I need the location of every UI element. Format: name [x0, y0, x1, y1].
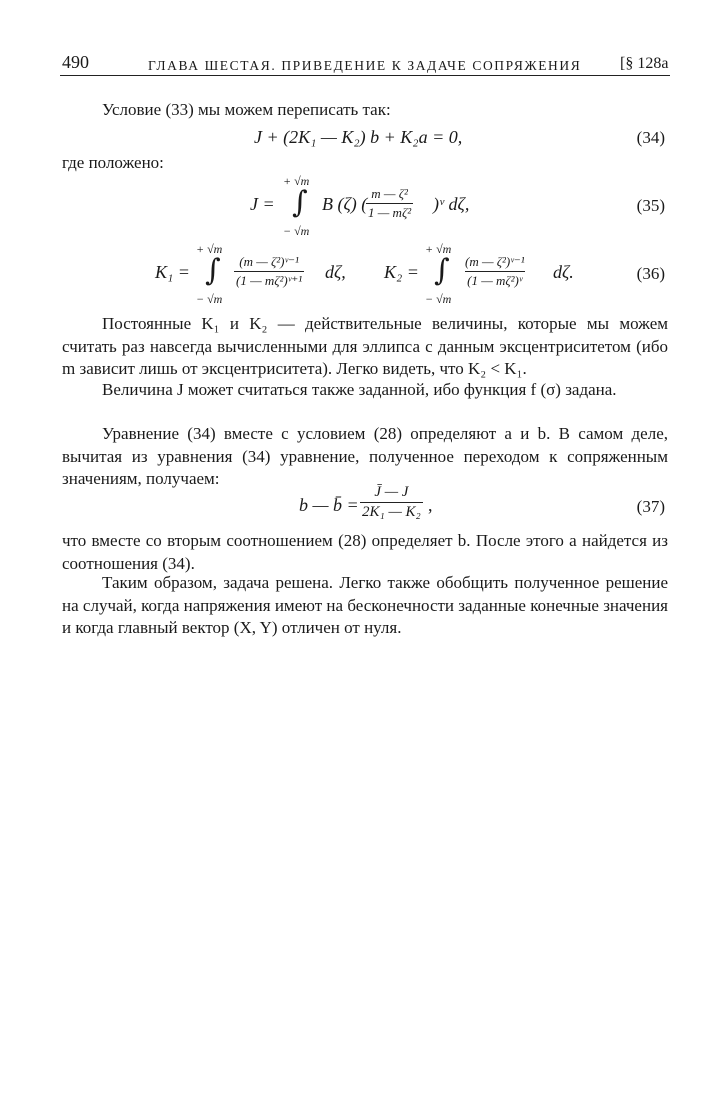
eq36-k2-upper-limit: + √m [425, 242, 452, 256]
page-number: 490 [62, 52, 89, 72]
eq36-k1-lower-limit: − √m [196, 292, 223, 306]
eq35-lower-limit: − √m [283, 224, 310, 238]
eq37-tail: , [428, 495, 433, 515]
eq36-k2-lower-limit: − √m [425, 292, 452, 306]
eq36-k2-fraction [463, 254, 527, 289]
paragraph-2: где положено: [62, 153, 164, 172]
eq35-lhs: J = [250, 194, 275, 214]
equation-37-number: (37) [636, 497, 665, 516]
eq36-k1-integral-sign: ∫ [205, 253, 221, 288]
eq36-k2-denominator: (1 — mζ²)ᵛ [467, 273, 523, 288]
eq36-k1-lhs: K₁ = [155, 262, 190, 282]
eq37-lhs: b — b̄ = [299, 495, 359, 515]
paragraph-3: Постоянные K₁ и K₂ — действительные величины, которые мы можем считать раз навсегда вычисленными для эллипса с данным эксцентриситетом (ибо m зависит лишь от эксцентриситета). Легко видеть, что K₂ < K₁. [62, 314, 668, 378]
equation-35-number: (35) [636, 196, 665, 215]
equation-36-number: (36) [636, 264, 665, 283]
eq36-k2-integral-sign: ∫ [434, 253, 450, 288]
equation-34-number: (34) [636, 128, 665, 147]
eq36-k1-numerator: (m — ζ²)ᵛ⁻¹ [239, 254, 299, 269]
equation-34: J + (2K₁ — K₂) b + K₂a = 0, [254, 127, 463, 147]
eq36-k2-numerator: (m — ζ²)ᵛ⁻¹ [465, 254, 525, 269]
eq36-k1-fraction [234, 254, 304, 289]
eq37-denominator: 2K₁ — K₂ [362, 504, 421, 520]
eq35-numerator: m — ζ² [371, 186, 408, 201]
paragraph-1: Условие (33) мы можем переписать так: [102, 100, 391, 119]
running-title: ГЛАВА ШЕСТАЯ. ПРИВЕДЕНИЕ К ЗАДАЧЕ СОПРЯЖЕНИЯ [148, 58, 582, 73]
paragraph-7: Таким образом, задача решена. Легко также обобщить полученное решение на случай, когда напряжения имеют на бесконечности заданные конечные значения и когда главный вектор (X, Y) отличен от нуля. [62, 573, 668, 637]
eq35-fraction [366, 186, 413, 221]
eq36-k2-lhs: K₂ = [384, 262, 419, 282]
eq35-tail: )ᵛ dζ, [433, 194, 470, 214]
eq35-integral-sign: ∫ [292, 185, 308, 220]
paragraph-6: что вместе со вторым соотношением (28) определяет b. После этого a найдется из соотношения (34). [62, 531, 668, 573]
eq36-k1-tail: dζ, [325, 262, 346, 282]
eq37-numerator: J̄ — J [374, 484, 409, 500]
paragraph-4: Величина J может считаться также заданной, ибо функция f (σ) задана. [102, 380, 617, 399]
eq36-k2-tail: dζ. [553, 262, 574, 282]
eq35-body: B (ζ) ( [322, 194, 368, 214]
eq35-upper-limit: + √m [283, 174, 310, 188]
eq35-denominator: 1 — mζ² [368, 205, 412, 220]
paragraph-5: Уравнение (34) вместе с условием (28) определяют a и b. В самом деле, вычитая из уравнения (34) уравнение, полученное переходом к сопряженным значениям, получаем: [62, 424, 668, 488]
eq36-k1-denominator: (1 — mζ²)ᵛ⁺¹ [236, 273, 303, 288]
eq36-k1-upper-limit: + √m [196, 242, 223, 256]
header-rule [60, 75, 670, 76]
section-marker: [§ 128а [620, 55, 669, 72]
eq37-fraction [360, 484, 423, 521]
